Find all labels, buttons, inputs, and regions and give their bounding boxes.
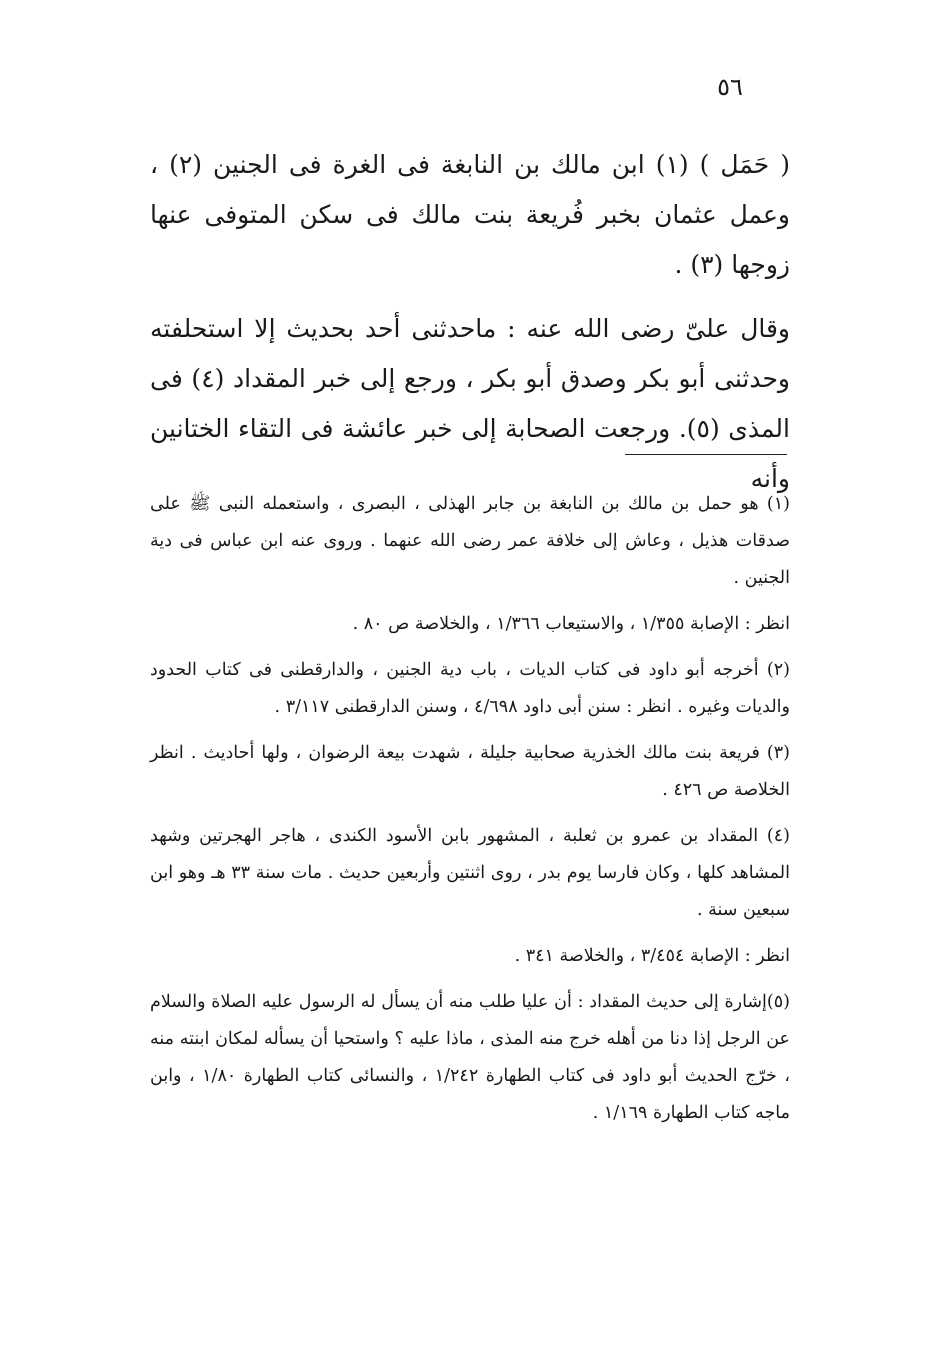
footnote-4: (٤) المقداد بن عمرو بن ثعلبة ، المشهور بابن الأسود الكندى ، هاجر الهجرتين وشهد المشاهد كلها ، وكان فارسا يوم بدر ، روى اثنتين وأربعين حديث . مات سنة ٣٣ هـ وهو ابن سبعين سنة .: [150, 826, 790, 920]
footnote-separator: [625, 454, 787, 455]
main-text-body: [150, 140, 790, 504]
main-paragraph-1: ( حَمَل ) (١) ابن مالك بن النابغة فى الغرة فى الجنين (٢) ، وعمل عثمان بخبر فُريعة بنت مالك فى سكن المتوفى عنها زوجها (٣) .: [150, 150, 790, 279]
footnote-5: (٥)إشارة إلى حديث المقداد : أن عليا طلب منه أن يسأل له الرسول عليه الصلاة والسلام عن الرجل إذا دنا من أهله خرج منه المذى ، ماذا عليه ؟ واستحيا أن يسأله لمكان ابنته منه ، خرّج الحديث أبو داود فى كتاب الطهارة ١/٢٤٢ ، والنسائى كتاب الطهارة ١/٨٠ ، وابن ماجه كتاب الطهارة ١/١٦٩ .: [150, 992, 790, 1123]
main-paragraph-2: وقال علىّ رضى الله عنه : ماحدثنى أحد بحديث إلا استحلفته وحدثنى أبو بكر وصدق أبو بكر ، ورجع إلى خبر المقداد (٤) فى المذى (٥). ورجعت الصحابة إلى خبر عائشة فى التقاء الختانين وأنه: [150, 314, 790, 493]
footnote-3: (٣) فريعة بنت مالك الخذرية صحابية جليلة ، شهدت بيعة الرضوان ، ولها أحاديث . انظر الخلاصة ص ٤٢٦ .: [150, 743, 790, 800]
footnotes-section: [150, 486, 790, 1141]
footnote-1: (١) هو حمل بن مالك بن النابغة بن جابر الهذلى ، البصرى ، واستعمله النبى ﷺ على صدقات هذيل ، وعاش إلى خلافة عمر رضى الله عنهما . وروى عنه ابن عباس فى دية الجنين .: [150, 494, 790, 588]
footnote-2: (٢) أخرجه أبو داود فى كتاب الديات ، باب دية الجنين ، والدارقطنى فى كتاب الحدود والديات وغيره . انظر : سنن أبى داود ٤/٦٩٨ ، وسنن الدارقطنى ٣/١١٧ .: [150, 660, 790, 717]
footnote-4-reference: انظر : الإصابة ٣/٤٥٤ ، والخلاصة ٣٤١ .: [514, 946, 790, 966]
footnote-1-reference: انظر : الإصابة ١/٣٥٥ ، والاستيعاب ١/٣٦٦ ، والخلاصة ص ٨٠ .: [352, 614, 790, 634]
page-number: ٥٦: [717, 73, 743, 101]
